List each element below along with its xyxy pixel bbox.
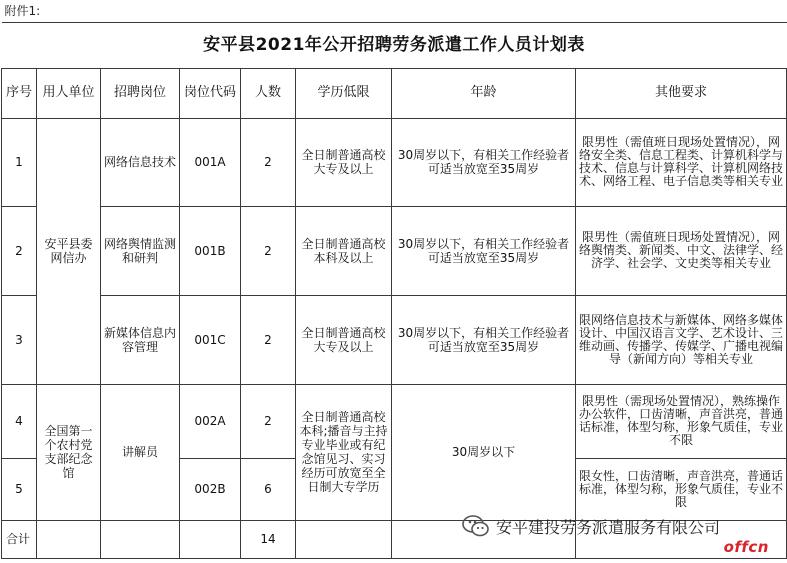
offcn-logo: offcn (723, 538, 769, 556)
header-position: 招聘岗位 (101, 68, 180, 118)
employer-cell: 安平县委网信办 (37, 118, 101, 384)
age-cell: 30周岁以下 (392, 384, 576, 520)
age-cell: 30周岁以下，有相关工作经验者可适当放宽至35周岁 (392, 206, 576, 295)
header-no: 序号 (2, 68, 37, 118)
total-label: 合计 (2, 520, 37, 558)
requirements-cell: 限男性（需值班日现场处置情况），网络舆情类、新闻类、中文、法律学、经济学、社会学、文史类等相关专业 (576, 206, 787, 295)
age-cell: 30周岁以下，有相关工作经验者可适当放宽至35周岁 (392, 118, 576, 206)
recruitment-plan-table (1, 0, 787, 559)
requirements-cell: 限男性（需现场处置情况），熟练操作办公软件，口齿清晰，声音洪亮，普通话标准，体型匀称，形象气质佳，专业不限 (576, 384, 787, 458)
watermark-text: 安平建投劳务派遣服务有限公司 (496, 517, 721, 537)
code-cell: 002A (180, 384, 241, 458)
position-cell: 网络舆情监测和研判 (101, 206, 180, 295)
header-count: 人数 (241, 68, 296, 118)
age-cell: 30周岁以下，有相关工作经验者可适当放宽至35周岁 (392, 295, 576, 384)
position-cell: 网络信息技术 (101, 118, 180, 206)
count-cell: 2 (241, 118, 296, 206)
code-cell: 002B (180, 458, 241, 520)
row-no: 2 (2, 206, 37, 295)
code-cell: 001C (180, 295, 241, 384)
code-cell: 001A (180, 118, 241, 206)
requirements-cell: 限网络信息技术与新媒体、网络多媒体设计、中国汉语言文学、艺术设计、三维动画、传播学、传媒学、广播电视编导（新闻方向）等相关专业 (576, 295, 787, 384)
header-education: 学历低限 (296, 68, 392, 118)
requirements-cell: 限女性，口齿清晰，声音洪亮，普通话标准，体型匀称，形象气质佳，专业不限 (576, 458, 787, 520)
employer-cell: 全国第一个农村党支部纪念馆 (37, 384, 101, 520)
count-cell: 2 (241, 295, 296, 384)
wechat-watermark (462, 512, 782, 540)
header-code: 岗位代码 (180, 68, 241, 118)
table-row (2, 384, 787, 458)
position-cell: 讲解员 (101, 384, 180, 520)
total-count: 14 (241, 520, 296, 558)
education-cell: 全日制普通高校本科及以上 (296, 206, 392, 295)
header-age: 年龄 (392, 68, 576, 118)
education-cell: 全日制普通高校大专及以上 (296, 118, 392, 206)
row-no: 4 (2, 384, 37, 458)
position-cell: 新媒体信息内容管理 (101, 295, 180, 384)
requirements-cell: 限男性（需值班日现场处置情况），网络安全类、信息工程类、计算机科学与技术、信息与计算科学、计算机网络技术、网络工程、电子信息类等相关专业 (576, 118, 787, 206)
education-cell: 全日制普通高校大专及以上 (296, 295, 392, 384)
code-cell: 001B (180, 206, 241, 295)
row-no: 3 (2, 295, 37, 384)
table-row (2, 118, 787, 206)
page-title: 安平县2021年公开招聘劳务派遣工作人员计划表 (2, 22, 787, 68)
count-cell: 6 (241, 458, 296, 520)
row-no: 5 (2, 458, 37, 520)
row-no: 1 (2, 118, 37, 206)
count-cell: 2 (241, 206, 296, 295)
table-row (2, 295, 787, 384)
wechat-icon (462, 515, 490, 537)
count-cell: 2 (241, 384, 296, 458)
education-cell: 全日制普通高校本科;播音与主持专业毕业或有纪念馆见习、实习经历可放宽至全日制大专学历 (296, 384, 392, 520)
table-row (2, 206, 787, 295)
header-unit: 用人单位 (37, 68, 101, 118)
header-other: 其他要求 (576, 68, 787, 118)
attachment-label: 附件1: (4, 3, 41, 18)
